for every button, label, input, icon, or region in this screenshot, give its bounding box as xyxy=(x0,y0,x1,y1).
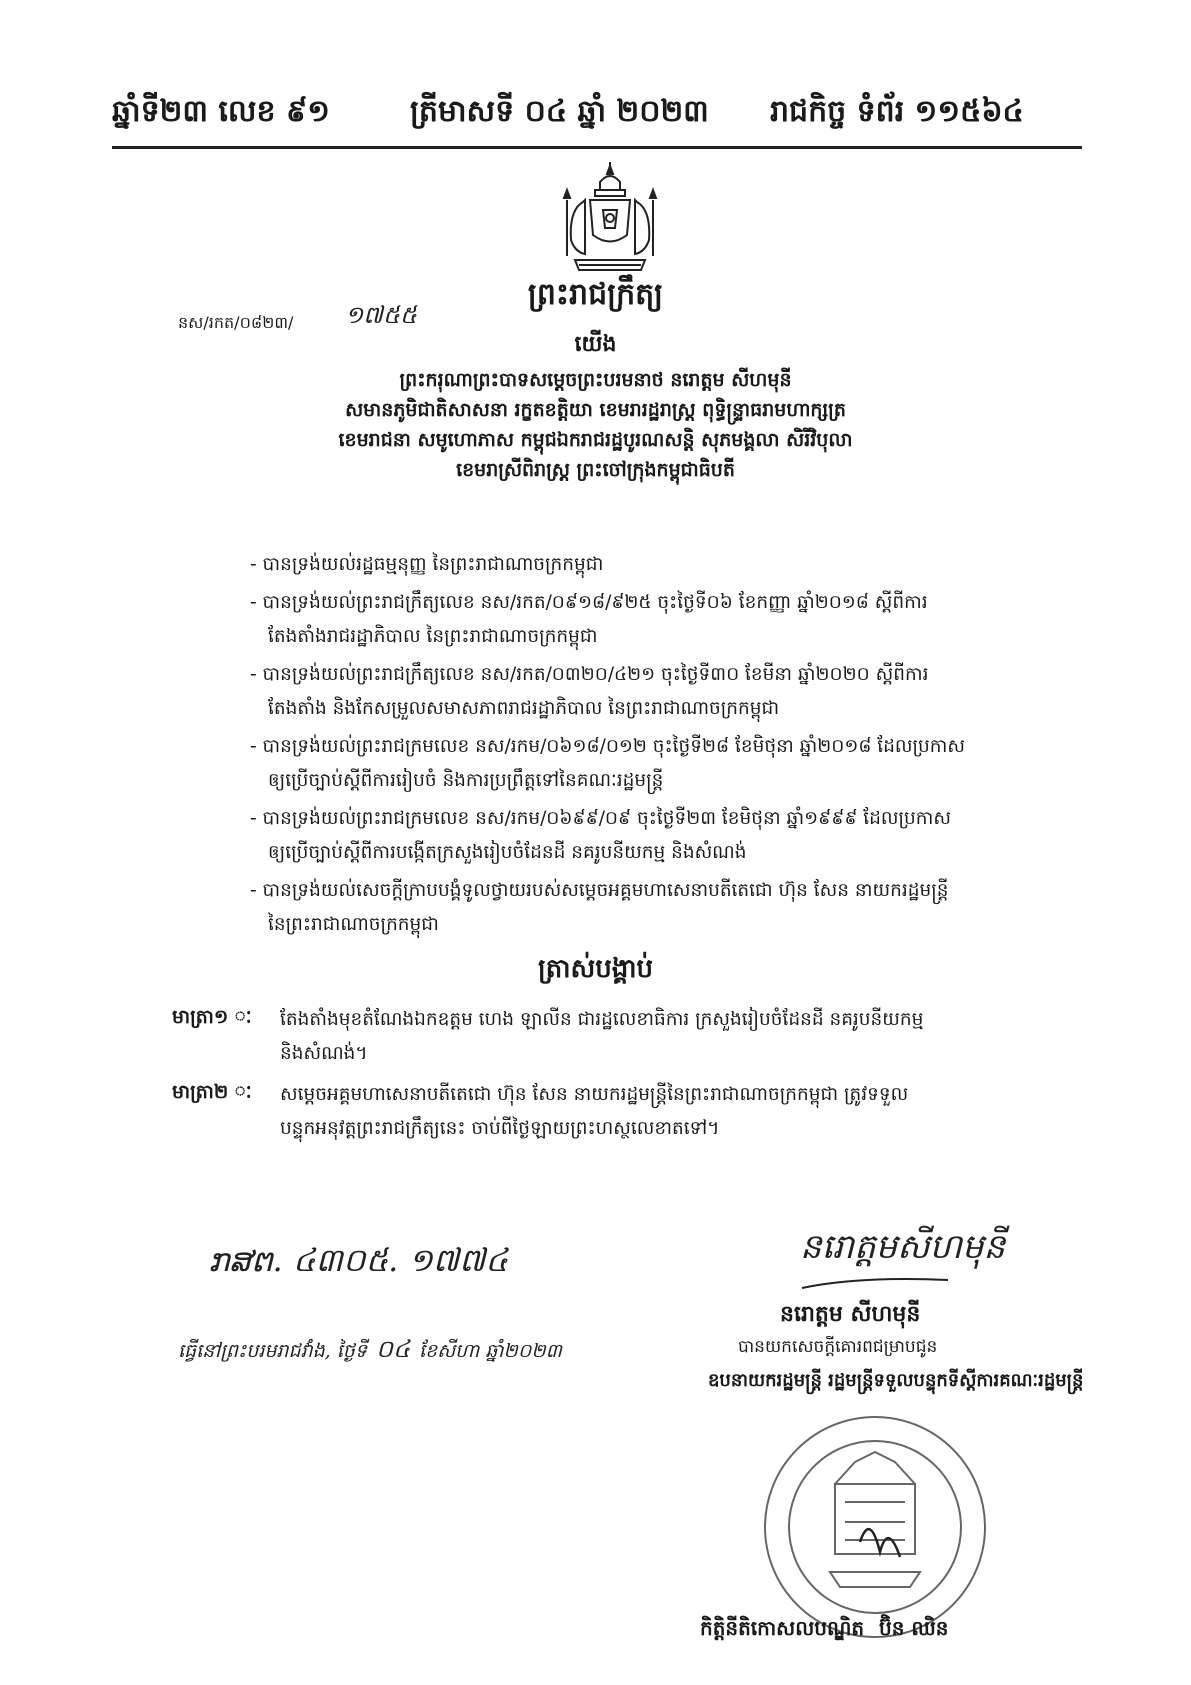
consideration-line: - បានទ្រង់យល់ព្រះរាជក្រមលេខ នស/រកម/០៦៩៩/០៩ ចុះថ្ងៃទី២៣ ខែមិថុនា ឆ្នាំ១៩៩៩ ដែលប្រកាស xyxy=(250,808,952,829)
order-heading: ត្រាស់បង្គាប់ xyxy=(537,954,654,984)
consideration-line: - បានទ្រង់យល់ព្រះរាជក្រឹត្យលេខ នស/រកត/០៣២០/៤២១ ចុះថ្ងៃទី៣០ ខែមីនា ឆ្នាំ២០២០ ស្តីពីការ xyxy=(250,664,929,685)
consideration-line: - បានទ្រង់យល់រដ្ឋធម្មនុញ្ញ នៃព្រះរាជាណាចក្រកម្ពុជា xyxy=(250,554,604,575)
king-title-line: ខេមរាជនា សមូហោភាស កម្ពុជឯករាជរដ្ឋបូរណសន្តិ សុភមង្គលា សិរីវិបុលា xyxy=(338,429,853,451)
handwritten-registry-number: ກສຕ. ៤៣០៥. ១៧៧៤ xyxy=(208,1241,508,1279)
consideration-line: - បានទ្រង់យល់ព្រះរាជក្រមលេខ នស/រកម/០៦១៨/០១២ ចុះថ្ងៃទី២៨ ខែមិថុនា ឆ្នាំ២០១៨ ដែលប្រកាស xyxy=(250,736,966,757)
place-date-prefix: ធ្វើនៅព្រះបរមរាជវាំង, ថ្ងៃទី xyxy=(178,1340,367,1362)
consideration-line: ឲ្យប្រើច្បាប់ស្តីពីការរៀបចំ និងការប្រព្រឹត្តទៅនៃគណៈរដ្ឋមន្ត្រី xyxy=(268,770,664,791)
signatory-line-1: បានយកសេចក្តីគោរពជម្រាបជូន xyxy=(738,1337,938,1357)
article-2-line: បន្ទុកអនុវត្តព្រះរាជក្រឹត្យនេះ ចាប់ពីថ្ងៃឡាយព្រះហស្ថលេខាតទៅ។ xyxy=(280,1118,720,1139)
article-2-label: មាត្រា២ ៈ xyxy=(172,1081,252,1103)
place-date-suffix: ខែសីហា ឆ្នាំ២០២៣ xyxy=(419,1340,562,1362)
consideration-line: នៃព្រះរាជាណាចក្រកម្ពុជា xyxy=(268,914,439,935)
consideration-line: តែងតាំង និងកែសម្រួលសមាសភាពរាជរដ្ឋាភិបាល នៃព្រះរាជាណាចក្រកម្ពុជា xyxy=(268,698,780,719)
we-heading: យើង xyxy=(574,332,617,357)
consideration-line: - បានទ្រង់យល់សេចក្តីក្រាបបង្គំទូលថ្វាយរបស់សម្តេចអគ្គមហាសេនាបតីតេជោ ហ៊ុន សែន នាយករដ្ឋមន្ត្រី xyxy=(250,880,949,901)
article-2-line: សម្តេចអគ្គមហាសេនាបតីតេជោ ហ៊ុន សែន នាយករដ្ឋមន្ត្រីនៃព្រះរាជាណាចក្រកម្ពុជា ត្រូវទទួល xyxy=(280,1084,909,1105)
royal-crest-icon xyxy=(555,160,665,280)
signatory-name: នរោត្តម សីហមុនី xyxy=(780,1302,921,1327)
decree-reference-number: នស/រកត/០៨២៣/ xyxy=(178,313,294,332)
gazette-page: រាជកិច្ច ទំព័រ ១១៥៦៤ xyxy=(770,94,1024,129)
consideration-line: តែងតាំងរាជរដ្ឋាភិបាល នៃព្រះរាជាណាចក្រកម្ពុជា xyxy=(268,626,598,647)
king-title-line: សមានភូមិជាតិសាសនា រក្ខតខត្តិយា ខេមរារដ្ឋរាស្ត្រ ពុទ្ធិន្ទ្រាធរាមហាក្សត្រ xyxy=(345,399,846,421)
place-date xyxy=(178,1334,562,1369)
signature-stroke-icon xyxy=(800,1272,950,1292)
signatory-name-2: ប៊ិន ឈិន xyxy=(879,1616,949,1640)
article-1-label: មាត្រា១ ៈ xyxy=(172,1006,252,1028)
king-title-line: ព្រះករុណាព្រះបាទសម្តេចព្រះបរមនាថ នរោត្តម សីហមុនី xyxy=(399,369,792,391)
consideration-line: ឲ្យប្រើច្បាប់ស្តីពីការបង្កើតក្រសួងរៀបចំដែនដី នគរូបនីយកម្ម និងសំណង់ xyxy=(268,842,747,863)
decree-title: ព្រះរាជក្រឹត្យ xyxy=(527,277,664,312)
king-signature: នរោត្តមសីហមុនី xyxy=(800,1227,1006,1267)
decree-reference-handwritten: ១៧៥៥ xyxy=(345,301,417,329)
king-title-line: ខេមរាស្រីពិរាស្ត្រ ព្រះចៅក្រុងកម្ពុជាធិបតី xyxy=(456,459,735,481)
official-seal-icon xyxy=(760,1412,990,1642)
gazette-year-issue: ឆ្នាំទី២៣ លេខ ៩១ xyxy=(112,94,330,129)
gazette-quarter: ត្រីមាសទី ០៤ ឆ្នាំ ២០២៣ xyxy=(410,94,709,129)
signatory-final-line xyxy=(700,1615,949,1645)
place-date-day: ០៤ xyxy=(375,1335,410,1363)
header-rule xyxy=(112,146,1082,149)
signatory-line-2: ឧបនាយករដ្ឋមន្ត្រី រដ្ឋមន្ត្រីទទួលបន្ទុកទីស្តីការគណៈរដ្ឋមន្ត្រី xyxy=(708,1370,1084,1391)
consideration-line: - បានទ្រង់យល់ព្រះរាជក្រឹត្យលេខ នស/រកត/០៩១៨/៩២៥ ចុះថ្ងៃទី០៦ ខែកញ្ញា ឆ្នាំ២០១៨ ស្តីពីការ xyxy=(250,592,928,613)
article-1-line: និងសំណង់។ xyxy=(280,1043,368,1064)
article-1-line: តែងតាំងមុខតំណែងឯកឧត្តម ហេង ឡាលីន ជារដ្ឋលេខាធិការ ក្រសួងរៀបចំដែនដី នគរូបនីយកម្ម xyxy=(280,1009,924,1030)
signatory-honorific: កិត្តិនីតិកោសលបណ្ឌិត xyxy=(700,1616,865,1640)
